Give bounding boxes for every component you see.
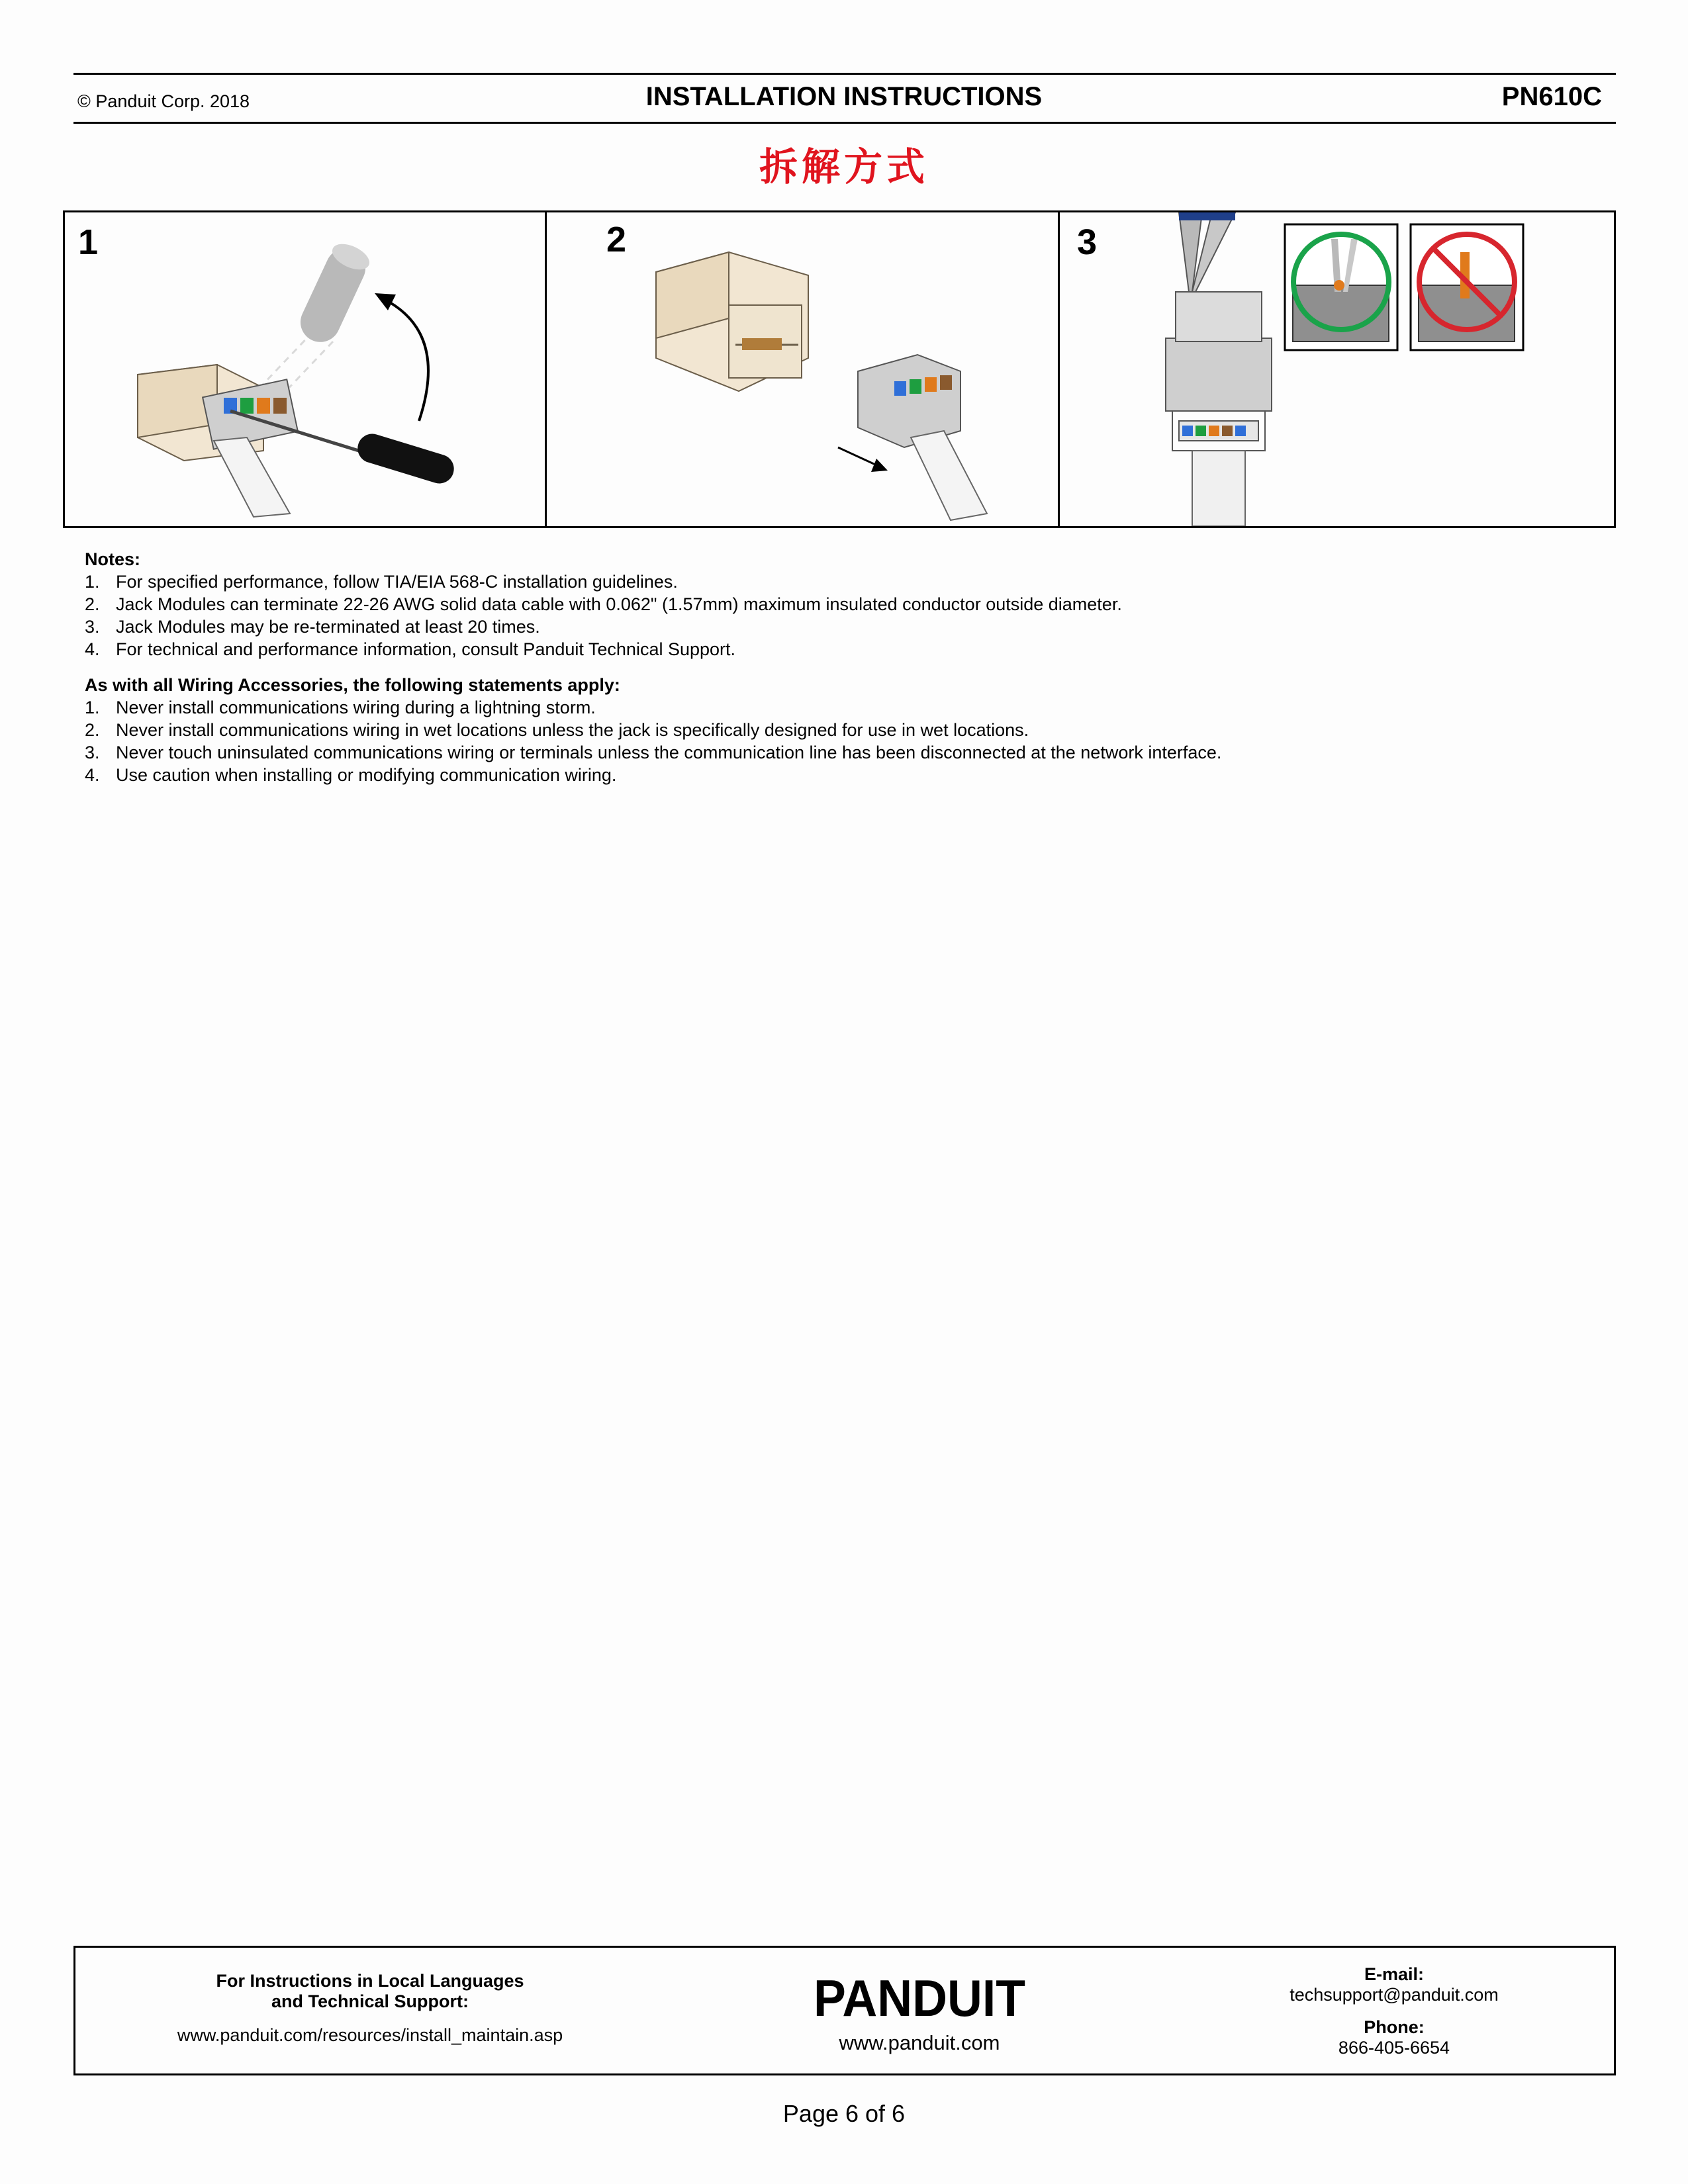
panduit-logo [810,1971,1029,2024]
step-1-panel [65,212,545,526]
statement-text: Never install communications wiring in wet locations unless the jack is specifically designed for use in wet locations. [116,720,1029,740]
note-text: Jack Modules can terminate 22-26 AWG solid data cable with 0.062" (1.57mm) maximum insulated conductor outside diameter. [116,594,1122,614]
website-link[interactable]: www.panduit.com [839,2031,1000,2054]
footer-contact [1174,1964,1614,2058]
cable-icon [214,437,290,517]
list-item: 4. For technical and performance information, consult Panduit Technical Support. [85,639,736,659]
email-label: E-mail: [1364,1964,1425,1984]
pliers-icon [1179,212,1235,292]
list-item: 1. Never install communications wiring during a lightning storm. [85,698,596,717]
list-item: 3. Never touch uninsulated communications wiring or terminals unless the communication line has been disconnected at the network interface. [85,743,1222,762]
list-item: 4. Use caution when installing or modifying communication wiring. [85,765,617,785]
statement-text: Never touch uninsulated communications wiring or terminals unless the communication line has been disconnected at the network interface. [116,743,1222,762]
jack-housing-icon [656,252,808,391]
step-2-number: 2 [606,220,627,259]
support-heading-line1: For Instructions in Local Languages [216,1971,524,1991]
copyright: © Panduit Corp. 2018 [77,91,250,111]
cylinder-icon [294,239,373,349]
wrong-method-inset [1411,224,1523,350]
pull-arrow-icon [838,447,888,472]
correct-method-inset [1285,224,1397,350]
support-heading-line2: and Technical Support: [271,1991,469,2011]
footer-box [73,1946,1616,2075]
email-link[interactable]: techsupport@panduit.com [1289,1985,1499,2005]
statements-list [85,696,1607,786]
notes-heading: Notes: [85,549,141,569]
list-item: 1. For specified performance, follow TIA/EIA 568-C installation guidelines. [85,572,678,592]
step-2-illustration [547,212,1060,526]
statement-text: Never install communications wiring during a lightning storm. [116,698,596,717]
step-1-illustration [65,212,545,526]
list-item: 2. Never install communications wiring in wet locations unless the jack is specifically designed for use in wet locations. [85,720,1029,740]
list-item: 2. Jack Modules can terminate 22-26 AWG solid data cable with 0.062" (1.57mm) maximum insulated conductor outside diameter. [85,594,1122,614]
section-title: 拆解方式 [759,144,929,189]
notes-section [85,548,1607,786]
step-3-panel [1058,212,1616,526]
support-url-link[interactable]: www.panduit.com/resources/install_maintain.asp [177,2025,563,2045]
steps-table [63,210,1616,528]
header-bottom-rule [73,122,1616,124]
document-title: INSTALLATION INSTRUCTIONS [645,82,1043,111]
page-number: Page 6 of 6 [782,2100,906,2127]
note-text: For technical and performance information, consult Panduit Technical Support. [116,639,736,659]
notes-list [85,570,1607,660]
step-2-panel [545,212,1060,526]
step-3-number: 3 [1077,222,1098,262]
footer-brand [665,1971,1174,2055]
footer-support [75,1971,665,2046]
step-3-illustration [1060,212,1616,526]
note-text: Jack Modules may be re-terminated at least 20 times. [116,617,540,637]
part-number: PN610C [1501,82,1602,111]
removed-module-icon [858,355,987,520]
statement-text: Use caution when installing or modifying communication wiring. [116,765,617,785]
step-1-number: 1 [78,222,99,262]
header-top-rule [73,73,1616,75]
rotate-arrow-icon [375,293,428,421]
statements-section [85,674,1607,786]
list-item: 3. Jack Modules may be re-terminated at least 20 times. [85,617,540,637]
svg-text:PANDUIT: PANDUIT [814,1971,1025,2024]
phone-number: 866-405-6654 [1338,2038,1450,2058]
jack-front-icon [1166,292,1272,526]
note-text: For specified performance, follow TIA/EIA 568-C installation guidelines. [116,572,678,592]
phone-label: Phone: [1364,2017,1425,2037]
statements-heading: As with all Wiring Accessories, the following statements apply: [85,675,620,695]
